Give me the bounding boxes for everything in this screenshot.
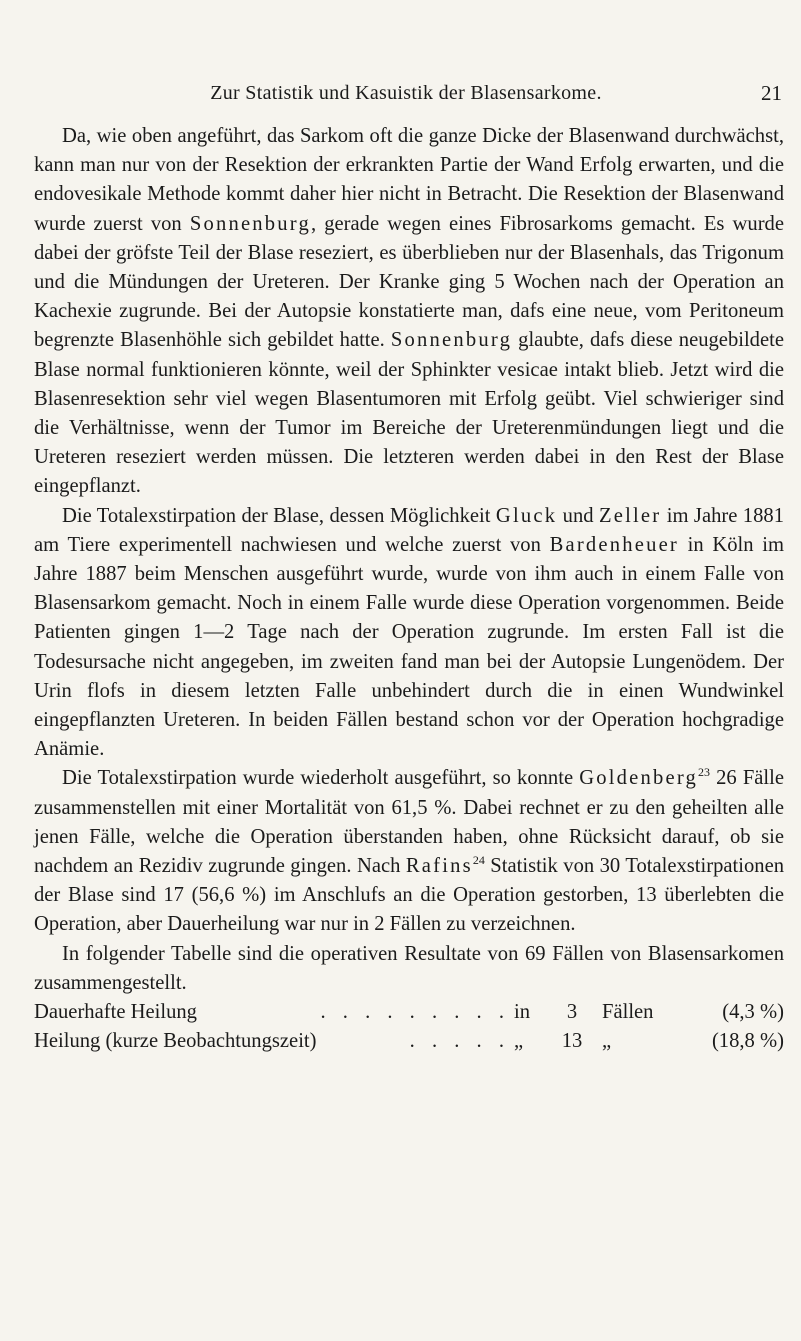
paragraph (34, 764, 784, 939)
paragraph (34, 122, 784, 502)
author-name: Rafins (405, 855, 473, 878)
text-run: , gerade wegen eines Fibrosarkoms gemacht. Es wurde dabei der gröfste Teil der Blase reseziert, es überblieben nur der Blasenhals, das Trigonum und die Mündungen der Ureteren. Der Kranke ging 5 Wochen nach der Operation an Kachexie zugrunde. Bei der Autopsie konstatierte man, dafs eine neue, vom Peritoneum begrenzte Blasenhöhle sich gebildet hatte. (34, 212, 784, 352)
text-run: Da, wie oben angeführt, das Sarkom oft die ganze Dicke der Blasenwand durchwächst, kann man nur von der Resektion der erkrankten Partie der Wand Erfolg erwarten, und die endovesikale Methode kommt daher hier nicht in Betracht. Die Resektion der Blasenwand wurde zuerst von (34, 125, 784, 235)
leader-dots: . . . . . (409, 1030, 510, 1053)
text-run: In folgender Tabelle sind die operativen Resultate von 69 Fällen von Blasensarkomen zusammengestellt. (34, 942, 784, 994)
footnote-ref: 23 (698, 765, 711, 780)
text-run: glaubte, dafs diese neugebildete Blase normal funktionieren könnte, weil der Sphinkter vesicae intakt blieb. Jetzt wird die Blasenresektion sehr viel wegen Blasentumoren mit Erfolg geübt. Viel schwieriger sind die Verhältnisse, wenn der Tumor im Bereiche der Ureterenmündungen liegt und die Ureteren reseziert werden müssen. Die letzteren werden dabei in den Rest der Blase eingepflanzt. (34, 329, 784, 498)
row-percent: (4,3 %) (722, 1001, 784, 1024)
page-header (30, 80, 782, 106)
author-name: Zeller (598, 504, 662, 527)
paragraph (34, 940, 784, 998)
author-name: Gluck (495, 504, 558, 527)
row-prep: „ (514, 1030, 524, 1053)
table-row (34, 1027, 784, 1056)
text-run: in Köln im Jahre 1887 beim Menschen ausgeführt wurde, wurde von ihm auch in einem Falle von Blasensarkom gemacht. Noch in einem Falle wurde diese Operation vorgenommen. Beide Patienten gingen 1—2 Tage nach der Operation zugrunde. Im ersten Fall ist die Todesursache nicht angegeben, im zweiten fand man bei der Autopsie Lungenödem. Der Urin flofs in diesem letzten Falle unbehindert durch die in einen Wundwinkel eingepflanzten Ureteren. In beiden Fällen bestand schon vor der Operation hochgradige Anämie. (34, 533, 784, 761)
author-name: Goldenberg (579, 767, 699, 790)
text-run: und (557, 504, 599, 527)
row-label: Dauerhafte Heilung (34, 1001, 197, 1024)
body-text (34, 122, 784, 1057)
author-name: Sonnenburg (189, 212, 311, 235)
text-run: Die Totalexstirpation wurde wiederholt ausgeführt, so konnte (62, 767, 580, 790)
page-number: 21 (761, 81, 782, 105)
text-run: im Jahre 1881 am Tiere experimentell nachwiesen und welche zuerst von (34, 504, 784, 556)
row-unit: „ (602, 1030, 612, 1053)
row-label: Heilung (kurze Beobachtungszeit) (34, 1030, 317, 1053)
paragraphs (34, 122, 784, 998)
author-name: Sonnenburg (390, 329, 513, 352)
row-percent: (18,8 %) (711, 1030, 784, 1053)
row-unit: Fällen (602, 1001, 654, 1024)
row-prep: in (514, 1001, 531, 1024)
running-title: Zur Statistik und Kasuistik der Blasensarkome. (210, 82, 602, 104)
footnote-ref: 24 (472, 853, 485, 868)
text-run: 26 Fälle zusammenstellen mit einer Mortalität von 61,5 %. Dabei rechnet er zu den geheilten alle jenen Fälle, welche die Operation überstanden haben, ohne Rücksicht darauf, ob sie nachdem an Rezidiv zugrunde gingen. Nach (34, 767, 784, 878)
text-run: Die Totalexstirpation der Blase, dessen Möglichkeit (62, 504, 496, 527)
leader-dots: . . . . . . . . . (320, 1001, 510, 1024)
row-count: 3 (566, 1001, 578, 1024)
text-run: Statistik von 30 Totalexstirpationen der Blase sind 17 (56,6 %) im Anschlufs an die Operation gestorben, 13 überlebten die Operation, aber Dauerheilung war nur in 2 Fällen zu verzeichnen. (34, 855, 785, 936)
table-row (34, 998, 784, 1027)
author-name: Bardenheuer (549, 533, 679, 556)
paragraph (34, 502, 784, 765)
row-count: 13 (561, 1030, 583, 1053)
results-table (34, 998, 784, 1056)
